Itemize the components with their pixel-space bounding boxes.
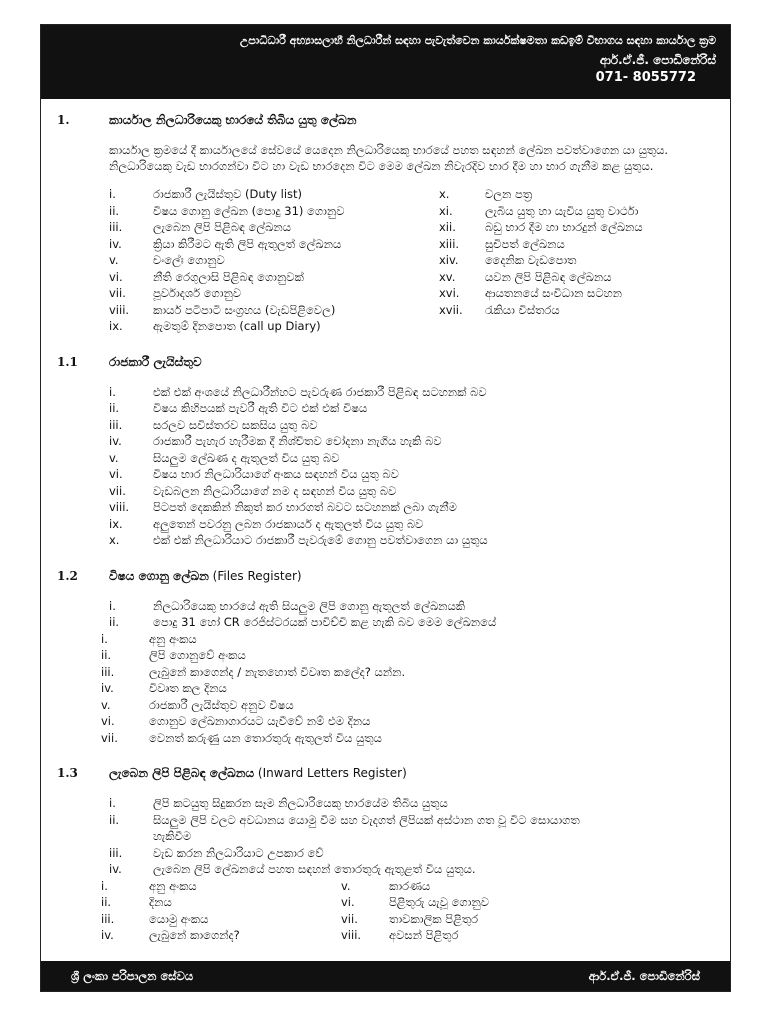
list-item-text: අනු අංකය [149,878,197,893]
header-title: උපාධිධාරී අභ්‍යාසලාභී නිලධාරීන් සඳහා පැවැත්වෙන කාර්යක්ෂමතා කඩඉම් විභාගය සඳහා කාර්යාල ක්‍රම [239,34,716,47]
section-title [109,766,407,781]
header-author: ආර්.ඒ.ජී. පොඩිනේරිස් [599,53,716,67]
list-item-text: රාජකාරී පැහැර හැරීමක දී නිශ්චිතව චෝදනා නැගිය හැකි බව [153,434,442,448]
list-item-text: ගොනුව ලේඛනාගාරයට යැවීවේ නම් එම දිනය [149,714,371,728]
list-item [109,318,439,335]
list-item-number: v. [109,253,119,267]
list-item-text: පිටපත් දෙකකින් නිකුත් කර භාරගත් බවට සටහනක් ලබා ගැනීම [153,500,457,514]
list-item [101,730,716,747]
list-item-number: i. [109,384,116,399]
list-item-text: රාජකාරී ලැයිස්තුව අනුව විෂය [149,697,294,712]
list-item-number: i. [101,631,108,646]
document-page [40,24,731,992]
list-item [109,795,716,812]
list-item [109,861,716,878]
list-item [101,927,341,944]
list-item [109,828,716,845]
list-item-number: ii. [101,648,112,662]
sublist-column-right [341,878,716,944]
list-item [101,647,716,664]
list-item [341,927,716,944]
list-item-number: x. [439,187,450,201]
list-item [109,384,716,401]
list-item-number [109,828,153,845]
list-item-text: ක්‍රියා කිරීමට ඇති ලිපි ඇතුලත් ලේඛනය [153,236,342,251]
list-item-number: x. [109,533,120,547]
list-item [109,845,716,862]
list-item-text: වැඩ කරන නිලධාරියාට උපකාර වේ [153,845,324,860]
footer-left: ශ්‍රී ලංකා පරිපාලන සේවය [71,968,194,983]
list-item-number: iv. [101,928,114,942]
list-item [109,236,439,253]
section-title: රාජකාරී ලැයිස්තුව [109,354,202,369]
list-item-text: පොදු 31 හෝ CR රෙජිස්ටරයක් පාවිච්චි කළ හැකි බව මෙම ලේඛනයේ [153,615,497,629]
list-item [101,894,341,911]
list-item-text: අනු අංකය [149,631,197,646]
section-number: 1.3 [57,766,78,780]
list-item [439,302,716,319]
list-item [109,400,716,417]
list-item-text: සරලව සවිස්තරව සකසිය යුතු බව [153,417,318,432]
list-item-number: iii. [109,417,123,432]
list-item [439,252,716,269]
list-item-text: නීති රෙගුලාසි පිළිබඳ ගොනුවක් [153,269,304,284]
list-item-number: vii. [109,286,126,300]
section-number: 1.1 [57,354,78,369]
section-title-en: (Files Register) [208,568,302,583]
list-item-number: ix. [109,319,123,333]
list-item [341,878,716,895]
list-item-text: අවසන් පිළිතුර [389,928,459,942]
list-item-number: vi. [101,714,115,728]
list-item-number: viii. [109,302,130,317]
list-item-text: සියලුම ලිපි වලට අවධානය යොමු වීම සහ වැදගත් ලිපියක් අස්ථාන ගත වූ විට සොයාගත [153,812,580,827]
list-item-text: විෂය ගොනු ලේඛන (පොදු 31) ගොනුව [153,203,345,218]
list-item [109,417,716,434]
section-1-3-heading [57,766,716,781]
list-item [109,499,716,516]
header-phone: 071- 8055772 [595,70,696,85]
list-item-text: චලන පත්‍ර [485,187,533,201]
list-item [341,894,716,911]
section-title-si: ලැබෙන ලිපි පිළිබඳ ලේඛනය [109,766,255,780]
list-item [439,285,716,302]
list-item-text: ලිපි කටයුතු සිදුකරන සෑම නිලධාරියෙකු භාරයේම තිබිය යුතුය [153,796,448,810]
list-item [109,483,716,500]
list-item-text: ලැබිය යුතු හා යැවිය යුතු වාර්ථා [485,203,639,218]
list-item-number: vii. [101,730,118,745]
list-item-number: i. [101,878,108,893]
list-column-right [439,186,716,335]
list-item [109,812,716,829]
list-item-number: iii. [101,911,115,926]
list-item-text: රාජකාරී ලැයිස්තුව (Duty list) [153,187,302,201]
list-item-number: xiii. [439,236,460,251]
section-1-3-sublist [101,878,716,944]
list-item-number: ii. [109,401,120,415]
list-item-text: හැකිවීම [153,829,192,843]
list-item-number: vii. [109,483,126,498]
list-item [439,219,716,236]
list-item-text: එක් එක් අංශයේ නිලධාරීන්හට පැවරුණ රාජකාරී පිළිබඳ සටහනක් බව [153,384,487,399]
list-item [439,186,716,203]
list-item-text: ලැබෙන ලිපි පිළිබඳ ලේඛනය [153,220,291,234]
list-item-number: iv. [109,236,122,251]
list-item-text: යොමු අංකය [149,911,209,926]
list-item-text: විවෘත කල දිනය [149,681,227,695]
list-item-number: ii. [109,615,120,629]
section-1-3-list [109,795,716,878]
section-1-list [109,186,716,335]
list-item-text: දිනය [149,895,172,909]
list-item-text: ලැබෙන ලිපි ලේඛනයේ පහත සඳහන් තොරතුරු ඇතුළත් විය යුතුය. [153,862,476,876]
list-item-text: පූර්වාදර්ශ ගොනුව [153,286,242,300]
list-item-text: යවන ලිපි පිළිබඳ ලේඛනය [485,269,612,284]
list-item-number: v. [109,450,119,465]
list-item-number: i. [109,598,116,613]
list-item [109,219,439,236]
list-item-number: vi. [109,467,123,481]
footer-right: ආර්.ඒ.ජී. පොඩිනේරිස් [588,968,700,983]
list-item-text: රැකියා විස්තරය [485,302,560,317]
list-item [439,269,716,286]
list-item [109,614,716,631]
list-item [101,664,716,681]
list-item-number: ix. [109,516,123,531]
list-item [109,203,439,220]
list-item-text: ඇමතුම් දිනපොත (call up Diary) [153,319,321,333]
section-1-2-list [109,598,716,631]
section-number: 1. [57,113,70,127]
list-item-number: iv. [109,434,122,448]
list-item [341,911,716,928]
list-item-number: iv. [109,862,122,876]
section-1-heading [57,113,716,128]
list-item [109,285,439,302]
list-item-text: වෙනත් කරුණු යන තොරතුරු ඇතුලත් විය යුතුය [149,730,382,745]
list-item-text: බඩු භාර දීම හා භාරදුන් ලේඛනය [485,220,643,234]
list-item-text: සියලුම ලේඛණ ද ඇතුලත් විය යුතු බව [153,450,340,465]
list-item [109,450,716,467]
list-item-number: xvii. [439,302,463,317]
list-item-text: කාර්ය පටිපාටි සංග්‍රහය (වැඩපිළිවෙල) [153,302,336,317]
list-item [109,302,439,319]
list-item-number: iii. [109,845,123,860]
section-title-en: (Inward Letters Register) [254,766,407,780]
list-item-text: නිලධාරියෙකු භාරයේ ඇති සියලුම ලිපි ගොනු ඇතුලත් ලේඛනයකි [153,598,466,613]
list-item [109,516,716,533]
section-title-si: විෂය ගොනු ලේඛන [109,568,209,583]
page-header [41,25,730,99]
list-item-number: xv. [439,269,456,284]
list-item-number: iii. [101,664,115,679]
document-body [41,99,730,944]
list-item-number: iii. [109,220,123,234]
section-1-paragraph: කාර්යාල ක්‍රමයේ දී කාර්යාලයේ සේවයේ යෙදෙන නිලධාරියෙකු භාරයේ පහත සඳහන් ලේඛන පවත්වාගෙන යා යුතුය. නිලධාරියෙකු වැඩ භාරගන්වා විට හා වැඩ භාරදෙන විට මෙම ලේඛන නිවැරදිව භාර දීම හා භාර ගැනීම කළ යුතුය. [109,143,669,173]
section-1-2-sublist [101,631,716,747]
list-item-text: පිළිතුරු යැවූ ගොනුව [389,895,490,909]
list-item [439,203,716,220]
list-item-text: ලැබුනේ කාගෙන්ද? [149,928,240,942]
list-item-number: ii. [109,812,120,827]
list-item [101,631,716,648]
list-item-number: xi. [439,203,453,218]
list-item-number: iv. [101,681,114,695]
list-item-text: ලැබුනේ කාගෙන්ද / නැතහොත් විවෘත කලේද? යන්න. [149,664,406,679]
list-item [101,680,716,697]
list-item-number: ii. [101,895,112,909]
list-item-number: vi. [109,269,123,284]
list-item-text: අලුතෙන් පවරනු ලබන රාජකාර්ය ද ඇතුලත් විය යුතු බව [153,516,424,531]
list-item-number: vi. [341,895,355,909]
list-item-number: xiv. [439,253,459,267]
list-item [109,269,439,286]
list-item [439,236,716,253]
list-item-text: සුචිපත් ලේඛනය [485,236,565,251]
section-number: 1.2 [57,568,78,583]
list-item-text: ආයතනයේ සංවිධාන සටහන [485,286,622,300]
list-item-text: විෂය භාර නිලධාරියාගේ අංකය සඳහන් විය යුතු බව [153,467,399,481]
list-item [109,186,439,203]
sublist-column-left [101,878,341,944]
list-item-number: v. [341,878,351,893]
list-item-text: තාවකාලික පිළිතුර [389,911,479,926]
list-item-number: i. [109,187,116,201]
section-title: කාර්යාල නිලධාරියෙකු භාරයේ තිබිය යුතු ලේඛන [109,113,357,127]
page-footer [41,961,730,991]
section-title [109,569,302,584]
list-item [101,878,341,895]
section-1-2-heading [57,569,716,584]
list-item [109,598,716,615]
section-1-1-heading [57,355,716,370]
list-item [101,713,716,730]
list-item [109,433,716,450]
list-item [101,697,716,714]
list-item-text: චංලේඃ ගොනුව [153,253,225,267]
list-item-text: දෛනික වැඩපොත [485,253,577,267]
list-item-number: i. [109,796,116,810]
list-column-left [109,186,439,335]
list-item-text: වැඩබලන නිලධාරියාගේ නම ද සඳහන් විය යුතු බව [153,483,397,498]
list-item [109,466,716,483]
list-item-text: විෂය කිහිපයක් පැවරී ඇති විට එක් එක් විෂය [153,401,368,415]
section-1-1-list [109,384,716,549]
list-item-number: xvi. [439,286,460,300]
list-item-number: xii. [439,220,456,234]
list-item [109,252,439,269]
list-item-text: කාරණය [389,878,431,893]
list-item-number: vii. [341,911,358,926]
list-item-number: viii. [109,500,130,514]
list-item-number: ii. [109,203,120,218]
list-item [101,911,341,928]
list-item [109,532,716,549]
list-item-text: ලිපි ගොනුවේ අංකය [149,648,246,662]
list-item-number: viii. [341,928,362,942]
list-item-text: එක් එක් නිලධාරියාට රාජකාරී පැවරුමේ ගොනු පවත්වාගෙන යා යුතුය [153,533,488,547]
list-item-number: v. [101,697,111,712]
